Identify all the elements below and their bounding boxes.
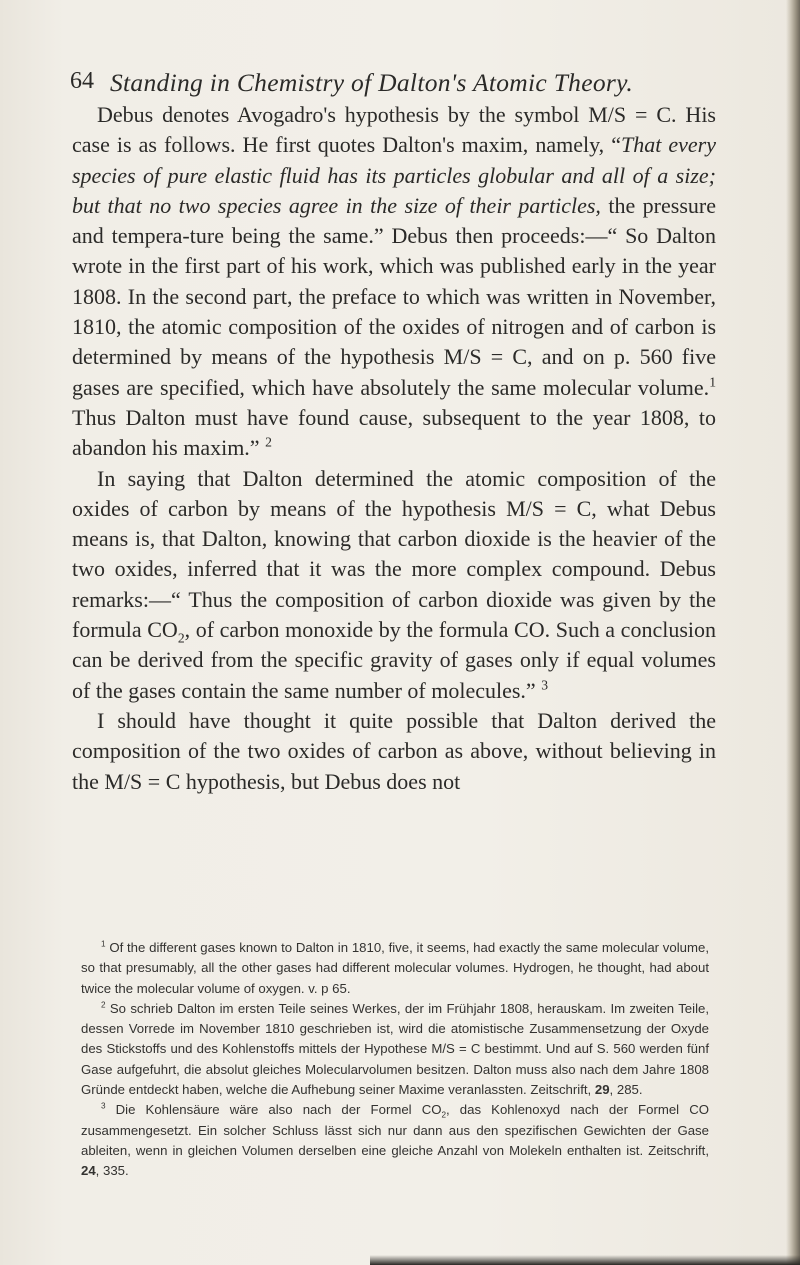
paragraph (72, 706, 716, 797)
page-header (70, 68, 730, 104)
page-number: 64 (70, 68, 94, 94)
bottom-edge-shadow (370, 1255, 800, 1265)
running-title: Standing in Chemistry of Dalton's Atomic Theory. (110, 68, 634, 97)
paragraph (72, 100, 716, 464)
volume-number: 29 (594, 1082, 610, 1098)
text-run: In saying that Dalton determined the atomic composition of the oxides of carbon by means of the hypothesis M/S = C, what Debus means is, that Dalton, knowing that carbon dioxide is the heavier of the two oxides, inferred that it was the more complex compound. Debus remarks:—“ Thus the composition of carbon dioxide was given by the formula CO (72, 465, 716, 643)
footnote-text: So schrieb Dalton im ersten Teile seines Werkes, der im Frühjahr 1808, herauskam. Im zweiten Teile, dessen Vorrede im November 1810 geschrieben ist, wird die atomistische Zusammensetzung der Oxyde des Stickstoffs und des Kohlenstoffs mittels der Hypothese M/S = C bestimmt. Und auf S. 560 werden fünf Gase aufgefuhrt, die absolut gleiches Molecularvolumen besitzen. Dalton muss also nach dem Jahre 1808 Gründe entdeckt haben, welche die Aufhebung seiner Maxime veranlassten. Zeitschrift, (81, 1000, 709, 1098)
footnote-text: , 335. (95, 1163, 129, 1179)
page-edge-shadow (786, 0, 800, 1265)
footnote-ref: 3 (541, 677, 548, 693)
footnote-mark: 2 (101, 1000, 106, 1010)
subscript: 2 (177, 630, 185, 646)
footnote-ref: 1 (709, 374, 716, 390)
text-run: I should have thought it quite possible that Dalton derived the composition of the two oxides of carbon as above, without believing in the M/S = C hypothesis, but Debus does not (72, 707, 716, 794)
footnote-text: , das Kohlenoxyd nach der Formel CO zusammengesetzt. Ein solcher Schluss lässt sich nur dann aus den spezifischen Gewichten der Gase ableiten, wenn in gleichen Volumen derselben eine gleiche Anzahl von Molekeln enthalten ist. Zeitschrift, (81, 1102, 709, 1158)
footnote (81, 1100, 709, 1181)
footnote-mark: 1 (101, 939, 106, 949)
footnote-text: Of the different gases known to Dalton in 1810, five, it seems, had exactly the same molecular volume, so that presumably, all the other gases had different molecular volumes. Hydrogen, he thought, had about twice the molecular volume of oxygen. v. p 65. (81, 940, 709, 996)
text-run: , of carbon monoxide by the formula CO. Such a conclusion can be derived from the specific gravity of gases only if equal volumes of the gases contain the same number of molecules.” (72, 617, 716, 703)
footnote-text: , 285. (609, 1082, 643, 1098)
footnote (81, 999, 709, 1100)
footnote-mark: 3 (101, 1101, 106, 1111)
paragraph (72, 464, 716, 706)
text-run: the pressure and tempera-ture being the same.” Debus then proceeds:—“ So Dalton wrote in the first part of his work, which was published early in the year 1808. In the second part, the preface to which was written in November, 1810, the atomic composition of the oxides of nitrogen and of carbon is determined by means of the hypothesis M/S = C, and on p. 560 five gases are specified, which have absolutely the same molecular volume. (72, 192, 716, 400)
text-run: Thus Dalton must have found cause, subsequent to the year 1808, to abandon his maxim.” (72, 404, 716, 461)
footnotes (81, 938, 709, 1182)
text-run: Debus denotes Avogadro's hypothesis by the symbol M/S = C. His case is as follows. He first quotes Dalton's maxim, namely, “ (72, 102, 716, 158)
footnote-text: Die Kohlensäure wäre also nach der Formel CO (105, 1102, 442, 1118)
main-text (72, 100, 716, 797)
footnote-ref: 2 (265, 434, 272, 450)
footnote (81, 938, 709, 999)
subscript: 2 (441, 1111, 447, 1121)
quoted-maxim: That every species of pure elastic fluid has its particles globular and all of a size; but that no two species agree in the size of their particles, (72, 132, 717, 218)
volume-number: 24 (81, 1163, 96, 1179)
